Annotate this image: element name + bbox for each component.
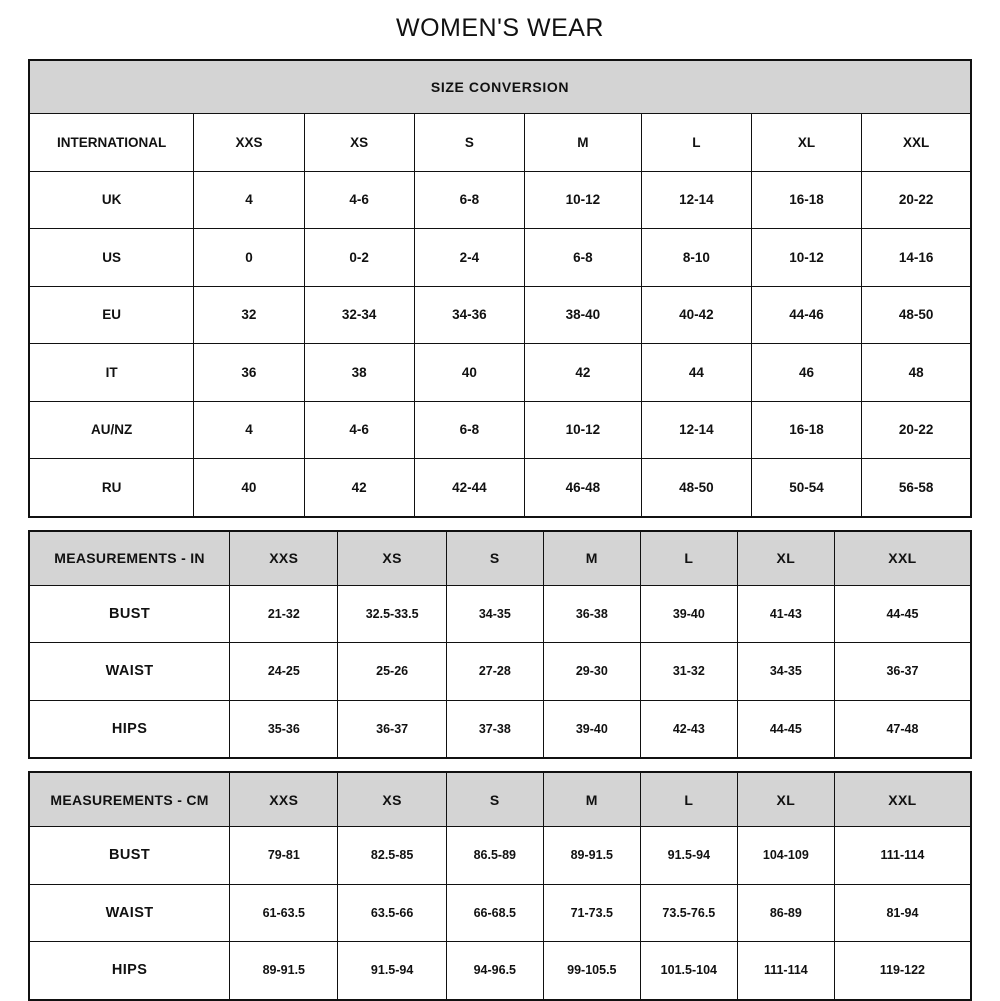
- cell: 12-14: [641, 171, 751, 229]
- cell: 37-38: [446, 700, 543, 758]
- cell: 36-37: [338, 700, 446, 758]
- cell: 25-26: [338, 643, 446, 701]
- table-row: [29, 401, 971, 459]
- measurements-cm-table: [28, 771, 972, 1001]
- row-label: WAIST: [29, 884, 230, 942]
- header-xs: XS: [338, 531, 446, 586]
- cell: 44-45: [737, 700, 834, 758]
- cell: 73.5-76.5: [640, 884, 737, 942]
- cell: 44-45: [834, 585, 971, 643]
- cell: 6-8: [414, 171, 524, 229]
- cell: 16-18: [751, 401, 861, 459]
- cell: 38-40: [524, 286, 641, 344]
- table-header-row: [29, 531, 971, 586]
- row-label: RU: [29, 459, 194, 517]
- cell: 42-44: [414, 459, 524, 517]
- cell: 42-43: [640, 700, 737, 758]
- cell: 14-16: [862, 229, 971, 287]
- cell: 2-4: [414, 229, 524, 287]
- header-xxs: XXS: [230, 772, 338, 827]
- cell: 16-18: [751, 171, 861, 229]
- cell: 40: [194, 459, 304, 517]
- header-xl: XL: [737, 772, 834, 827]
- table-row: [29, 585, 971, 643]
- cell: 8-10: [641, 229, 751, 287]
- cell: 56-58: [862, 459, 971, 517]
- cell: 91.5-94: [338, 942, 446, 1000]
- cell: 34-35: [737, 643, 834, 701]
- table-row: [29, 171, 971, 229]
- size-conversion-table: [28, 59, 972, 518]
- cell: 31-32: [640, 643, 737, 701]
- cell: 82.5-85: [338, 827, 446, 885]
- cell: 10-12: [524, 171, 641, 229]
- cell: 101.5-104: [640, 942, 737, 1000]
- row-label: HIPS: [29, 942, 230, 1000]
- cell: 89-91.5: [543, 827, 640, 885]
- row-label: IT: [29, 344, 194, 402]
- header-xxl: XXL: [862, 114, 971, 172]
- cell: 4-6: [304, 401, 414, 459]
- table-row: [29, 700, 971, 758]
- cell: 119-122: [834, 942, 971, 1000]
- cell: 4: [194, 401, 304, 459]
- table-row: [29, 827, 971, 885]
- header-measurements-cm: MEASUREMENTS - CM: [29, 772, 230, 827]
- header-s: S: [446, 772, 543, 827]
- cell: 10-12: [751, 229, 861, 287]
- header-xxl: XXL: [834, 772, 971, 827]
- measurements-in-table: [28, 530, 972, 760]
- cell: 104-109: [737, 827, 834, 885]
- row-label: HIPS: [29, 700, 230, 758]
- cell: 111-114: [834, 827, 971, 885]
- cell: 20-22: [862, 171, 971, 229]
- header-s: S: [446, 531, 543, 586]
- cell: 48-50: [862, 286, 971, 344]
- table-row: [29, 942, 971, 1000]
- cell: 35-36: [230, 700, 338, 758]
- header-l: L: [641, 114, 751, 172]
- cell: 48-50: [641, 459, 751, 517]
- header-m: M: [524, 114, 641, 172]
- cell: 71-73.5: [543, 884, 640, 942]
- cell: 48: [862, 344, 971, 402]
- cell: 50-54: [751, 459, 861, 517]
- cell: 32-34: [304, 286, 414, 344]
- header-l: L: [640, 531, 737, 586]
- header-xl: XL: [751, 114, 861, 172]
- cell: 40: [414, 344, 524, 402]
- header-xxs: XXS: [230, 531, 338, 586]
- cell: 4: [194, 171, 304, 229]
- cell: 34-36: [414, 286, 524, 344]
- page-title: WOMEN'S WEAR: [396, 14, 604, 42]
- cell: 47-48: [834, 700, 971, 758]
- table-row: [29, 344, 971, 402]
- cell: 21-32: [230, 585, 338, 643]
- header-l: L: [640, 772, 737, 827]
- cell: 32.5-33.5: [338, 585, 446, 643]
- cell: 63.5-66: [338, 884, 446, 942]
- table-row: [29, 884, 971, 942]
- cell: 81-94: [834, 884, 971, 942]
- header-m: M: [543, 531, 640, 586]
- cell: 6-8: [414, 401, 524, 459]
- row-label: UK: [29, 171, 194, 229]
- cell: 36-37: [834, 643, 971, 701]
- header-xs: XS: [338, 772, 446, 827]
- cell: 10-12: [524, 401, 641, 459]
- header-m: M: [543, 772, 640, 827]
- header-measurements-in: MEASUREMENTS - IN: [29, 531, 230, 586]
- cell: 24-25: [230, 643, 338, 701]
- header-s: S: [414, 114, 524, 172]
- cell: 99-105.5: [543, 942, 640, 1000]
- table-header-row: [29, 772, 971, 827]
- table-row: [29, 643, 971, 701]
- cell: 44-46: [751, 286, 861, 344]
- cell: 42: [524, 344, 641, 402]
- header-xl: XL: [737, 531, 834, 586]
- row-label: EU: [29, 286, 194, 344]
- table-row: [29, 459, 971, 517]
- row-label: US: [29, 229, 194, 287]
- cell: 94-96.5: [446, 942, 543, 1000]
- cell: 86-89: [737, 884, 834, 942]
- cell: 32: [194, 286, 304, 344]
- cell: 39-40: [640, 585, 737, 643]
- cell: 34-35: [446, 585, 543, 643]
- cell: 0: [194, 229, 304, 287]
- cell: 111-114: [737, 942, 834, 1000]
- cell: 44: [641, 344, 751, 402]
- cell: 29-30: [543, 643, 640, 701]
- cell: 46-48: [524, 459, 641, 517]
- cell: 91.5-94: [640, 827, 737, 885]
- cell: 4-6: [304, 171, 414, 229]
- row-label: AU/NZ: [29, 401, 194, 459]
- header-international: INTERNATIONAL: [29, 114, 194, 172]
- size-conversion-banner: SIZE CONVERSION: [29, 60, 971, 114]
- table-header-row: [29, 114, 971, 172]
- cell: 42: [304, 459, 414, 517]
- header-xxl: XXL: [834, 531, 971, 586]
- row-label: BUST: [29, 827, 230, 885]
- row-label: WAIST: [29, 643, 230, 701]
- cell: 36-38: [543, 585, 640, 643]
- table-row: [29, 229, 971, 287]
- cell: 12-14: [641, 401, 751, 459]
- cell: 79-81: [230, 827, 338, 885]
- cell: 46: [751, 344, 861, 402]
- table-row: [29, 286, 971, 344]
- cell: 27-28: [446, 643, 543, 701]
- cell: 38: [304, 344, 414, 402]
- cell: 86.5-89: [446, 827, 543, 885]
- cell: 36: [194, 344, 304, 402]
- cell: 20-22: [862, 401, 971, 459]
- cell: 6-8: [524, 229, 641, 287]
- cell: 39-40: [543, 700, 640, 758]
- cell: 66-68.5: [446, 884, 543, 942]
- header-xs: XS: [304, 114, 414, 172]
- cell: 89-91.5: [230, 942, 338, 1000]
- cell: 41-43: [737, 585, 834, 643]
- cell: 40-42: [641, 286, 751, 344]
- cell: 0-2: [304, 229, 414, 287]
- header-xxs: XXS: [194, 114, 304, 172]
- cell: 61-63.5: [230, 884, 338, 942]
- table-banner-row: [29, 60, 971, 114]
- row-label: BUST: [29, 585, 230, 643]
